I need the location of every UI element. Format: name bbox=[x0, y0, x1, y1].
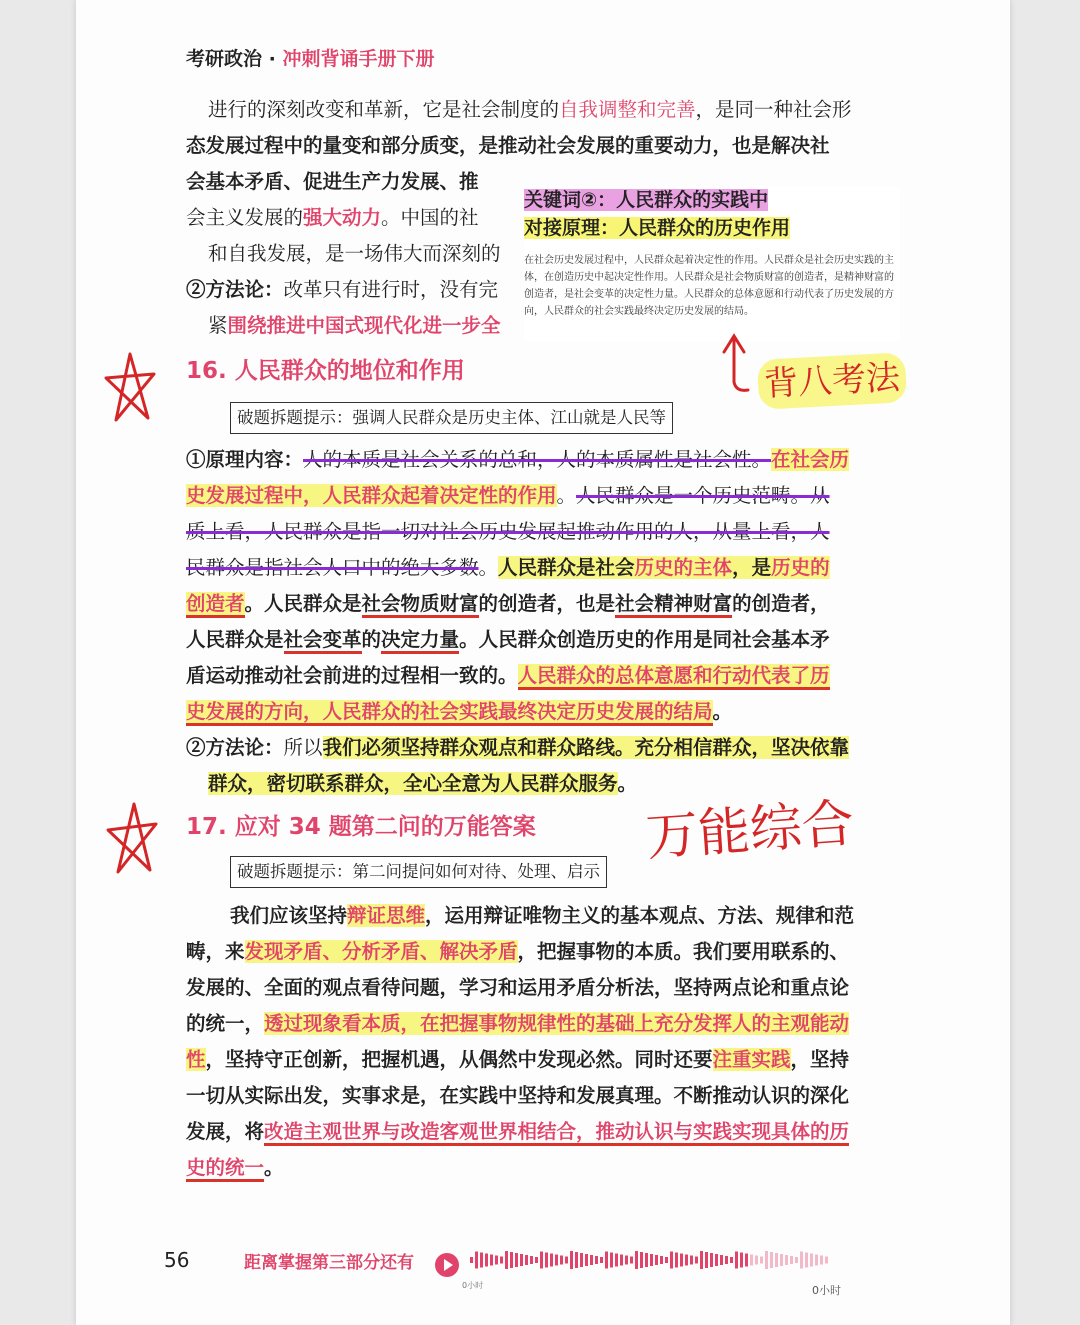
waveform-bar bbox=[505, 1251, 508, 1269]
section-16-title: 16. 人民群众的地位和作用 bbox=[186, 358, 465, 384]
waveform-bar bbox=[530, 1256, 533, 1264]
waveform-bar bbox=[655, 1255, 658, 1265]
waveform-bar bbox=[630, 1257, 633, 1264]
waveform-bar bbox=[570, 1251, 573, 1269]
waveform-bar bbox=[715, 1254, 718, 1266]
waveform-bar bbox=[780, 1254, 783, 1266]
waveform-bar bbox=[730, 1257, 733, 1263]
waveform-bar bbox=[660, 1256, 663, 1264]
waveform-bar bbox=[495, 1256, 498, 1265]
waveform-bar bbox=[510, 1252, 513, 1268]
waveform-bar bbox=[790, 1256, 793, 1264]
waveform-bar bbox=[580, 1253, 583, 1267]
book-title: 考研政治 bbox=[186, 48, 263, 70]
waveform-bar bbox=[535, 1257, 538, 1263]
time-remaining: 0小时 bbox=[812, 1284, 841, 1297]
waveform-bar bbox=[705, 1252, 708, 1268]
star-mark-icon bbox=[102, 350, 158, 424]
waveform-bar bbox=[550, 1254, 553, 1267]
waveform-bar bbox=[735, 1252, 738, 1269]
waveform-bar bbox=[800, 1252, 803, 1269]
time-elapsed: 0小时 bbox=[462, 1281, 484, 1290]
waveform-bar bbox=[825, 1257, 828, 1264]
waveform-bar bbox=[725, 1256, 728, 1264]
waveform-bar bbox=[745, 1254, 748, 1267]
waveform-bar bbox=[720, 1255, 723, 1265]
section-16-principle: ①原理内容：人的本质是社会关系的总和，人的本质属性是社会性。在社会历 史发展过程中，人民群众起着决定性的作用。人民群众是一个历史范畴。从 质上看，人民群众是指一切对社会历史发展起推动作用的人，从量上看，人 民群众是指社会人口中的绝大多数。人民群众是社会历史的主体，是历史的 创造者。人民群众是社会物质财富的创造者，也是社会精神财富的创造者， 人民群众是社会变革的决定力量。人民群众创造历史的作用是同社会基本矛 盾运动推动社会前进的过程相一致的。人民群众的总体意愿和行动代表了历 史发展的方向，人民群众的社会实践最终决定历史发展的结局。 ②方法论：所以我们必须坚持群众观点和群众路线。充分相信群众，坚决依靠 群众，密切联系群众，全心全意为人民群众服务。 bbox=[186, 448, 850, 795]
waveform-bar bbox=[775, 1253, 778, 1267]
waveform-bar bbox=[565, 1257, 568, 1264]
waveform-bar bbox=[670, 1252, 673, 1269]
book-subtitle: 冲刺背诵手册下册 bbox=[282, 48, 435, 70]
waveform-bar bbox=[710, 1253, 713, 1267]
waveform-bar bbox=[685, 1255, 688, 1266]
waveform-bar bbox=[595, 1256, 598, 1264]
waveform-bar bbox=[695, 1257, 698, 1264]
waveform-bar bbox=[475, 1252, 478, 1269]
section-17-answer: 我们应该坚持辩证思维，运用辩证唯物主义的基本观点、方法、规律和范 畴，来发现矛盾、分析矛盾、解决矛盾，把握事物的本质。我们要用联系的、 发展的、全面的观点看待问题，学习和运用矛盾分析法，坚持两点论和重点论 的统一，透过现象看本质，在把握事物规律性的基础上充分发挥人的主观能动 性，坚持守正创新，把握机遇，从偶然中发现必然。同时还要注重实践，坚持 一切从实际出发，实事求是，在实践中坚持和发展真理。不断推动认识的深化 发展，将改造主观世界与改造客观世界相结合，推动认识与实践实现具体的历 史的统一。 bbox=[186, 898, 902, 1186]
waveform-bar bbox=[675, 1253, 678, 1268]
waveform-bar bbox=[640, 1252, 643, 1268]
waveform-bar bbox=[555, 1255, 558, 1266]
waveform-bar bbox=[785, 1255, 788, 1265]
section-17-title: 17. 应对 34 题第二问的万能答案 bbox=[186, 814, 536, 840]
waveform-bar bbox=[760, 1257, 763, 1264]
waveform-bar bbox=[750, 1255, 753, 1266]
progress-label: 距离掌握第三部分还有 bbox=[244, 1253, 414, 1273]
waveform-bar bbox=[765, 1251, 768, 1269]
handwritten-note: 背八考法 bbox=[757, 352, 907, 410]
waveform-bar bbox=[575, 1252, 578, 1268]
keyword-line: 关键词②：人民群众的实践中 bbox=[524, 189, 769, 211]
handwritten-annotation: 万能综合 bbox=[644, 793, 856, 869]
section-17-tip: 破题拆题提示：第二问提问如何对待、处理、启示 bbox=[230, 856, 607, 888]
waveform-bar bbox=[515, 1253, 518, 1267]
waveform-bar bbox=[625, 1256, 628, 1265]
section-16-tip: 破题拆题提示：强调人民群众是历史主体、江山就是人民等 bbox=[230, 402, 673, 434]
keyword-note-card bbox=[524, 186, 900, 342]
waveform-bar bbox=[815, 1255, 818, 1266]
note-body: 在社会历史发展过程中，人民群众起着决定性的作用。人民群众是社会历史实践的主体，在创造历史中起决定性作用。人民群众是社会物质财富的创造者，是精神财富的创造者，是社会变革的决定性力量。人民群众的总体意愿和行动代表了历史发展的方向，人民群众的社会实践最终决定历史发展的结局。 bbox=[524, 255, 894, 317]
waveform-bar bbox=[755, 1256, 758, 1265]
waveform-bar bbox=[740, 1253, 743, 1268]
waveform-bar bbox=[810, 1254, 813, 1267]
page-number: 56 bbox=[164, 1248, 190, 1272]
waveform-bar bbox=[795, 1257, 798, 1263]
waveform-bar bbox=[600, 1257, 603, 1263]
waveform-bar bbox=[480, 1253, 483, 1268]
waveform-bar bbox=[605, 1252, 608, 1269]
play-icon[interactable] bbox=[434, 1252, 460, 1278]
waveform-bar bbox=[520, 1254, 523, 1266]
waveform-bar bbox=[525, 1255, 528, 1265]
waveform-bar bbox=[770, 1252, 773, 1268]
principle-line: 对接原理：人民群众的历史作用 bbox=[524, 217, 791, 239]
document-page bbox=[76, 0, 1010, 1325]
waveform-bar bbox=[490, 1255, 493, 1266]
waveform-bar bbox=[650, 1254, 653, 1266]
waveform-bar bbox=[470, 1257, 473, 1263]
waveform-bar bbox=[585, 1254, 588, 1266]
waveform-bar bbox=[680, 1254, 683, 1267]
progress-waveform[interactable] bbox=[470, 1250, 832, 1272]
running-header: 考研政治 · 冲刺背诵手册下册 bbox=[186, 48, 435, 70]
waveform-bar bbox=[820, 1256, 823, 1265]
waveform-bar bbox=[590, 1255, 593, 1265]
waveform-bar bbox=[805, 1253, 808, 1268]
waveform-bar bbox=[500, 1257, 503, 1264]
waveform-bar bbox=[620, 1255, 623, 1266]
handwritten-arrow-icon bbox=[704, 330, 764, 400]
intro-paragraph: 进行的深刻改变和革新，它是社会制度的自我调整和完善，是同一种社会形 态发展过程中的量变和部分质变，是推动社会发展的重要动力，也是解决社 会基本矛盾、促进生产力发展、推 会主义发展的强大动力。中国的社 和自我发展，是一场伟大而深刻的 ②方法论：改革只有进行时，没有完 紧围绕推进中国式现代化进一步全 bbox=[186, 98, 852, 337]
waveform-bar bbox=[700, 1251, 703, 1269]
waveform-bar bbox=[610, 1253, 613, 1268]
star-mark-icon bbox=[104, 800, 160, 876]
waveform-bar bbox=[645, 1253, 648, 1267]
waveform-bar bbox=[560, 1256, 563, 1265]
waveform-bar bbox=[545, 1253, 548, 1268]
waveform-bar bbox=[665, 1257, 668, 1263]
waveform-bar bbox=[615, 1254, 618, 1267]
waveform-bar bbox=[540, 1252, 543, 1269]
waveform-bar bbox=[485, 1254, 488, 1267]
waveform-bar bbox=[635, 1251, 638, 1269]
waveform-bar bbox=[690, 1256, 693, 1265]
